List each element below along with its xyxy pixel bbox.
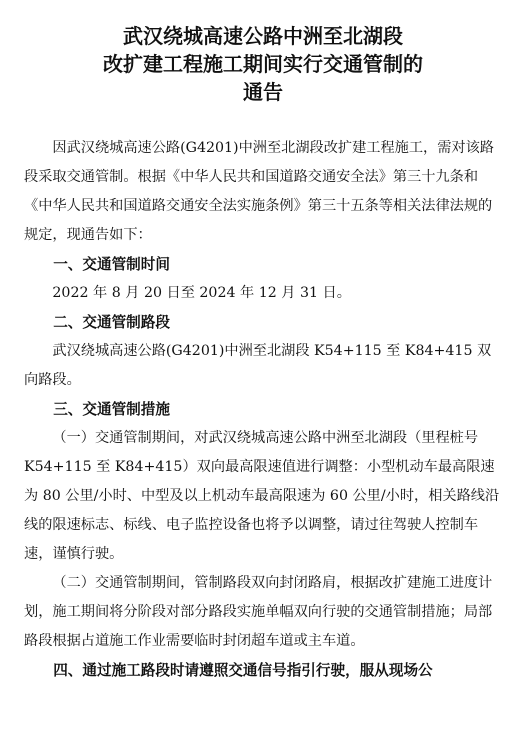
section-4-heading: 四、通过施工路段时请遵照交通信号指引行驶，服从现场公 <box>53 662 433 679</box>
notice-title <box>24 0 502 106</box>
section-2-heading: 二、交通管制路段 <box>53 314 170 331</box>
section-2-text: 武汉绕城高速公路(G4201)中洲至北湖段 K54+115 至 K84+415 双向路段。 <box>24 343 492 388</box>
section-3-paragraph-2: （二）交通管制期间，管制路段双向封闭路肩，根据改扩建施工进度计划，施工期间将分阶段对部分路段实施单幅双向行驶的交通管制措施；局部路段根据占道施工作业需要临时封闭超车道或主车道。 <box>24 575 493 649</box>
title-line-3: 通告 <box>243 80 283 104</box>
section-1-text: 2022 年 8 月 20 日至 2024 年 12 月 31 日。 <box>52 285 351 301</box>
section-3-heading: 三、交通管制措施 <box>53 401 170 418</box>
title-line-2: 改扩建工程施工期间实行交通管制的 <box>103 52 423 76</box>
section-3-paragraph-1: （一）交通管制期间，对武汉绕城高速公路中洲至北湖段（里程桩号 K54+115 至 K84+415）双向最高限速值进行调整：小型机动车最高限速为 80 公里/小时、中型及以上机动车最高限速为 60 公里/小时，相关路线沿线的限速标志、标线、电子监控设备也将予以调整，请过往驾驶人控制车速，谨慎行驶。 <box>24 430 500 562</box>
intro-paragraph: 因武汉绕城高速公路(G4201)中洲至北湖段改扩建工程施工，需对该路段采取交通管制。根据《中华人民共和国道路交通安全法》第三十九条和《中华人民共和国道路交通安全法实施条例》第三十五条等相关法律法规的规定，现通告如下： <box>24 140 494 243</box>
section-1-heading: 一、交通管制时间 <box>53 256 170 273</box>
notice-body <box>24 134 502 685</box>
title-line-1: 武汉绕城高速公路中洲至北湖段 <box>123 24 403 48</box>
